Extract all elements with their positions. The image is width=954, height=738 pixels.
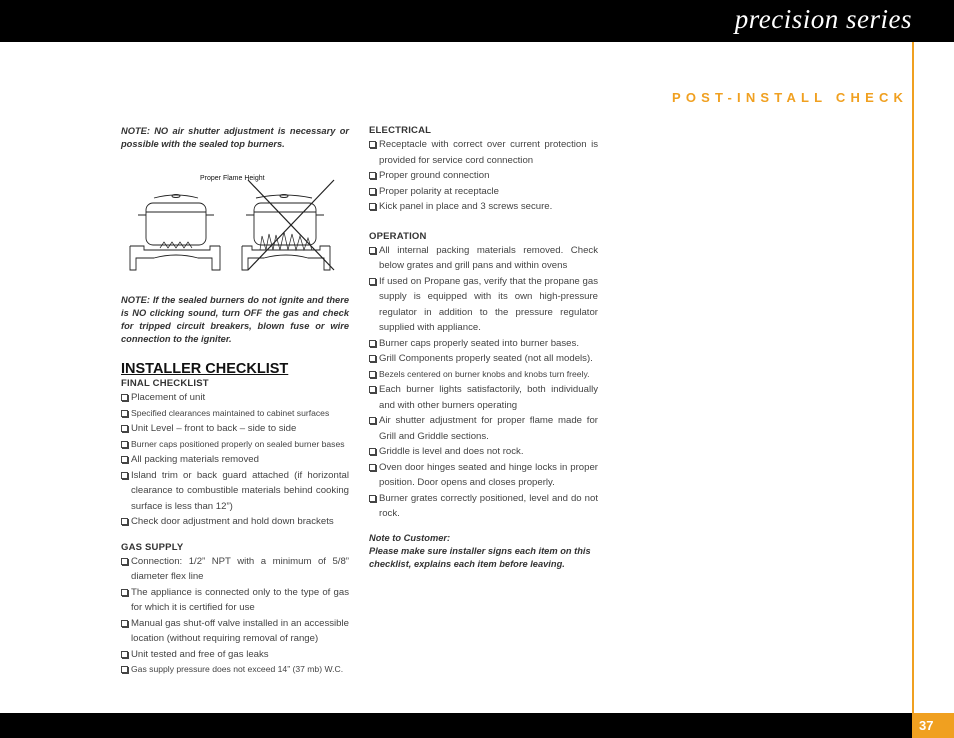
right-column: [369, 125, 598, 571]
checklist-item[interactable]: Burner caps properly seated into burner bases.: [369, 336, 598, 352]
checklist-item[interactable]: Proper ground connection: [369, 168, 598, 184]
checklist-item[interactable]: Grill Components properly seated (not all models).: [369, 351, 598, 367]
checklist-item[interactable]: Burner caps positioned properly on sealed burner bases: [121, 437, 349, 453]
pot-correct-icon: [130, 195, 220, 271]
checkbox-icon[interactable]: [369, 247, 376, 254]
page-number: 37: [912, 713, 954, 738]
checklist-item[interactable]: Gas supply pressure does not exceed 14” (37 mb) W.C.: [121, 662, 349, 678]
checkbox-icon[interactable]: [121, 441, 128, 448]
checkbox-icon[interactable]: [369, 448, 376, 455]
checkbox-icon[interactable]: [369, 172, 376, 179]
checklist-item[interactable]: Specified clearances maintained to cabinet surfaces: [121, 406, 349, 422]
checkbox-icon[interactable]: [121, 558, 128, 565]
checkbox-icon[interactable]: [369, 340, 376, 347]
orange-divider: [912, 42, 914, 714]
checkbox-icon[interactable]: [121, 472, 128, 479]
checklist-item[interactable]: Unit Level – front to back – side to side: [121, 421, 349, 437]
gas-supply-list: [121, 554, 349, 678]
checkbox-icon[interactable]: [121, 425, 128, 432]
checklist-item[interactable]: Manual gas shut-off valve installed in an accessible location (without requiring removal of range): [121, 616, 349, 647]
checklist-item[interactable]: Unit tested and free of gas leaks: [121, 647, 349, 663]
checkbox-icon[interactable]: [121, 410, 128, 417]
checkbox-icon[interactable]: [369, 188, 376, 195]
section-title: POST-INSTALL CHECK: [672, 90, 909, 105]
checkbox-icon[interactable]: [369, 495, 376, 502]
customer-note-heading: Note to Customer:: [369, 532, 451, 543]
checklist-item[interactable]: Oven door hinges seated and hinge locks in proper position. Door opens and closes properly.: [369, 460, 598, 491]
operation-heading: OPERATION: [369, 230, 427, 242]
customer-note-text: Please make sure installer signs each item on this checklist, explains each item before leaving.: [369, 545, 591, 569]
checkbox-icon[interactable]: [121, 666, 128, 673]
footer-bar: [0, 713, 954, 738]
electrical-heading: ELECTRICAL: [369, 125, 432, 136]
checkbox-icon[interactable]: [121, 456, 128, 463]
checkbox-icon[interactable]: [369, 386, 376, 393]
brand-title: precision series: [734, 4, 912, 34]
checklist-item[interactable]: Receptacle with correct over current protection is provided for service cord connection: [369, 137, 598, 168]
checkbox-icon[interactable]: [369, 203, 376, 210]
checkbox-icon[interactable]: [121, 518, 128, 525]
checklist-item[interactable]: Proper polarity at receptacle: [369, 184, 598, 200]
checklist-item[interactable]: Air shutter adjustment for proper flame made for Grill and Griddle sections.: [369, 413, 598, 444]
checklist-item[interactable]: Each burner lights satisfactorily, both individually and with other burners operating: [369, 382, 598, 413]
installer-checklist-title: INSTALLER CHECKLIST: [121, 361, 289, 377]
final-checklist-list: [121, 390, 349, 530]
pot-incorrect-icon: [242, 180, 334, 270]
checkbox-icon[interactable]: [369, 141, 376, 148]
checklist-item[interactable]: If used on Propane gas, verify that the propane gas supply is equipped with its own high-pressure regulator in addition to the pressure regulator supplied with appliance.: [369, 274, 598, 336]
operation-list: [369, 243, 598, 522]
checkbox-icon[interactable]: [369, 355, 376, 362]
gas-supply-heading: GAS SUPPLY: [121, 541, 184, 553]
checkbox-icon[interactable]: [121, 620, 128, 627]
flame-height-illustration: [124, 170, 354, 274]
checkbox-icon[interactable]: [369, 278, 376, 285]
checkbox-icon[interactable]: [369, 417, 376, 424]
checklist-item[interactable]: Island trim or back guard attached (if horizontal clearance to combustible materials behind cooking surface is less than 12”): [121, 468, 349, 515]
checklist-item[interactable]: Griddle is level and does not rock.: [369, 444, 598, 460]
checklist-item[interactable]: Placement of unit: [121, 390, 349, 406]
checklist-item[interactable]: Burner grates correctly positioned, level and do not rock.: [369, 491, 598, 522]
checkbox-icon[interactable]: [121, 651, 128, 658]
checklist-item[interactable]: Bezels centered on burner knobs and knobs turn freely.: [369, 367, 598, 383]
checklist-item[interactable]: All packing materials removed: [121, 452, 349, 468]
header-bar: [0, 0, 954, 42]
checklist-item[interactable]: The appliance is connected only to the type of gas for which it is certified for use: [121, 585, 349, 616]
checklist-item[interactable]: Connection: 1/2” NPT with a minimum of 5/8” diameter flex line: [121, 554, 349, 585]
electrical-list: [369, 137, 598, 215]
illustration-caption: Proper Flame Height: [200, 175, 265, 182]
checkbox-icon[interactable]: [369, 464, 376, 471]
checkbox-icon[interactable]: [121, 394, 128, 401]
final-checklist-heading: FINAL CHECKLIST: [121, 378, 209, 389]
installer-checklist: [121, 361, 349, 678]
checkbox-icon[interactable]: [121, 589, 128, 596]
checkbox-icon[interactable]: [369, 371, 376, 378]
note-air-shutter: NOTE: NO air shutter adjustment is necessary or possible with the sealed top burners.: [121, 126, 349, 149]
checklist-item[interactable]: Kick panel in place and 3 screws secure.: [369, 199, 598, 215]
checklist-item[interactable]: Check door adjustment and hold down brackets: [121, 514, 349, 530]
checklist-item[interactable]: All internal packing materials removed. Check below grates and grill pans and within ovens: [369, 243, 598, 274]
note-sealed-burners: NOTE: If the sealed burners do not ignite and there is NO clicking sound, turn OFF the gas and check for tripped circuit breakers, blown fuse or wire connection to the igniter.: [121, 295, 349, 344]
